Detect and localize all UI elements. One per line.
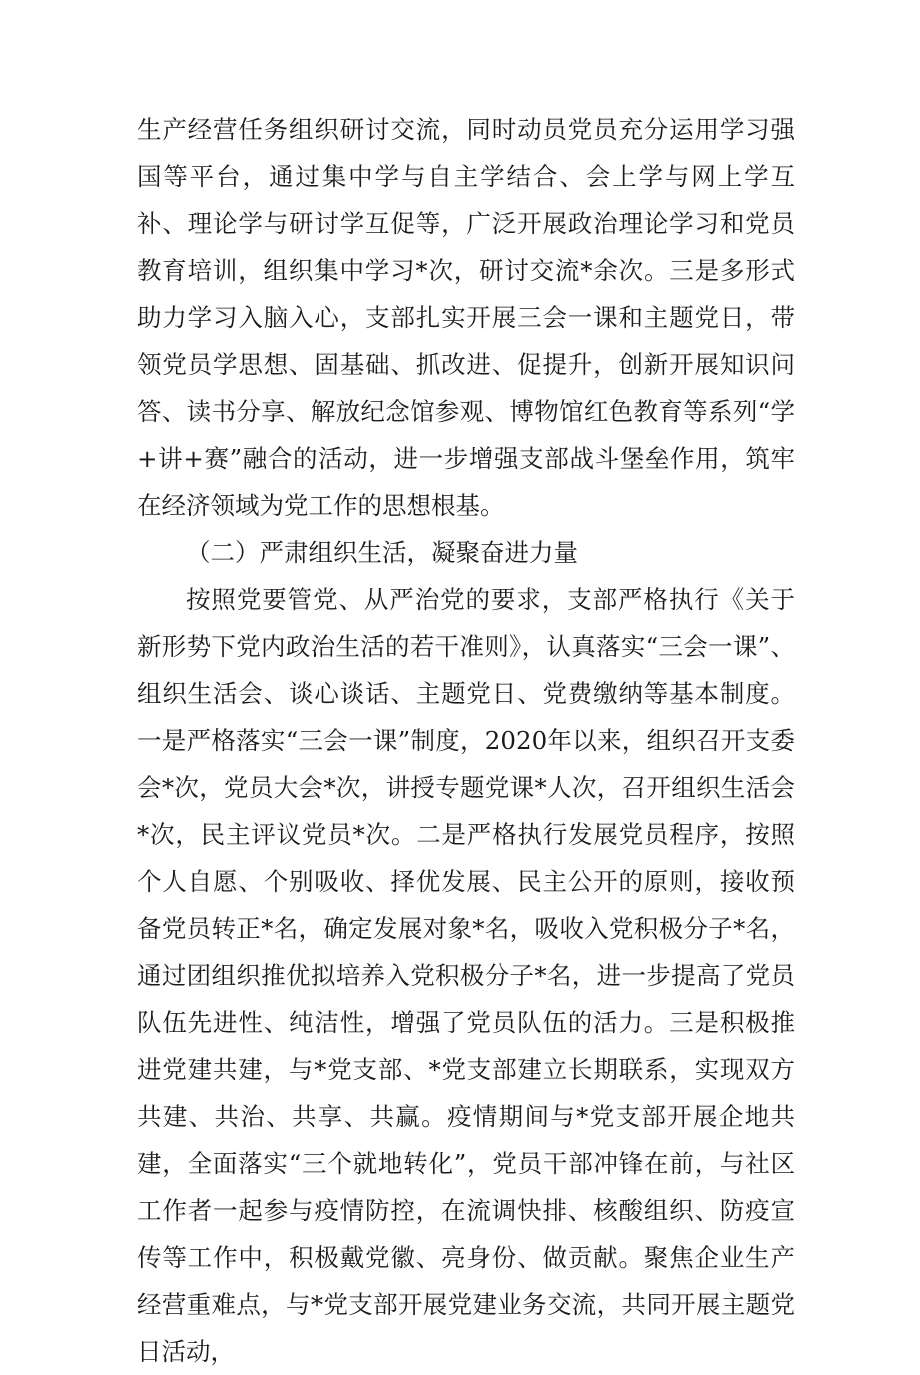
paragraph-continued: 生产经营任务组织研讨交流，同时动员党员充分运用学习强国等平台，通过集中学与自主学结合、会上学与网上学互补、理论学与研讨学互促等，广泛开展政治理论学习和党员教育培训，组织集中学习*次，研讨交流*余次。三是多形式助力学习入脑入心，支部扎实开展三会一课和主题党日，带领党员学思想、固基础、抓改进、促提升，创新开展知识问答、读书分享、解放纪念馆参观、博物馆红色教育等系列“学+讲+赛”融合的活动，进一步增强支部战斗堡垒作用，筑牢在经济领域为党工作的思想根基。	[137, 115, 795, 520]
paragraph-main: 按照党要管党、从严治党的要求，支部严格执行《关于新形势下党内政治生活的若干准则》，认真落实“三会一课”、组织生活会、谈心谈话、主题党日、党费缴纳等基本制度。一是严格落实“三会一课”制度，2020年以来，组织召开支委会*次，党员大会*次，讲授专题党课*人次，召开组织生活会*次，民主评议党员*次。二是严格执行发展党员程序，按照个人自愿、个别吸收、择优发展、民主公开的原则，接收预备党员转正*名，确定发展对象*名，吸收入党积极分子*名，通过团组织推优拟培养入党积极分子*名，进一步提高了党员队伍先进性、纯洁性，增强了党员队伍的活力。三是积极推进党建共建，与*党支部、*党支部建立长期联系，实现双方共建、共治、共享、共赢。疫情期间与*党支部开展企地共建，全面落实“三个就地转化”，党员干部冲锋在前，与社区工作者一起参与疫情防控，在流调快排、核酸组织、防疫宣传等工作中，积极戴党徽、亮身份、做贡献。聚焦企业生产经营重难点，与*党支部开展党建业务交流，共同开展主题党日活动，	[137, 585, 795, 1366]
document-body	[137, 106, 795, 1375]
section-heading: （二）严肃组织生活，凝聚奋进力量	[186, 538, 578, 567]
